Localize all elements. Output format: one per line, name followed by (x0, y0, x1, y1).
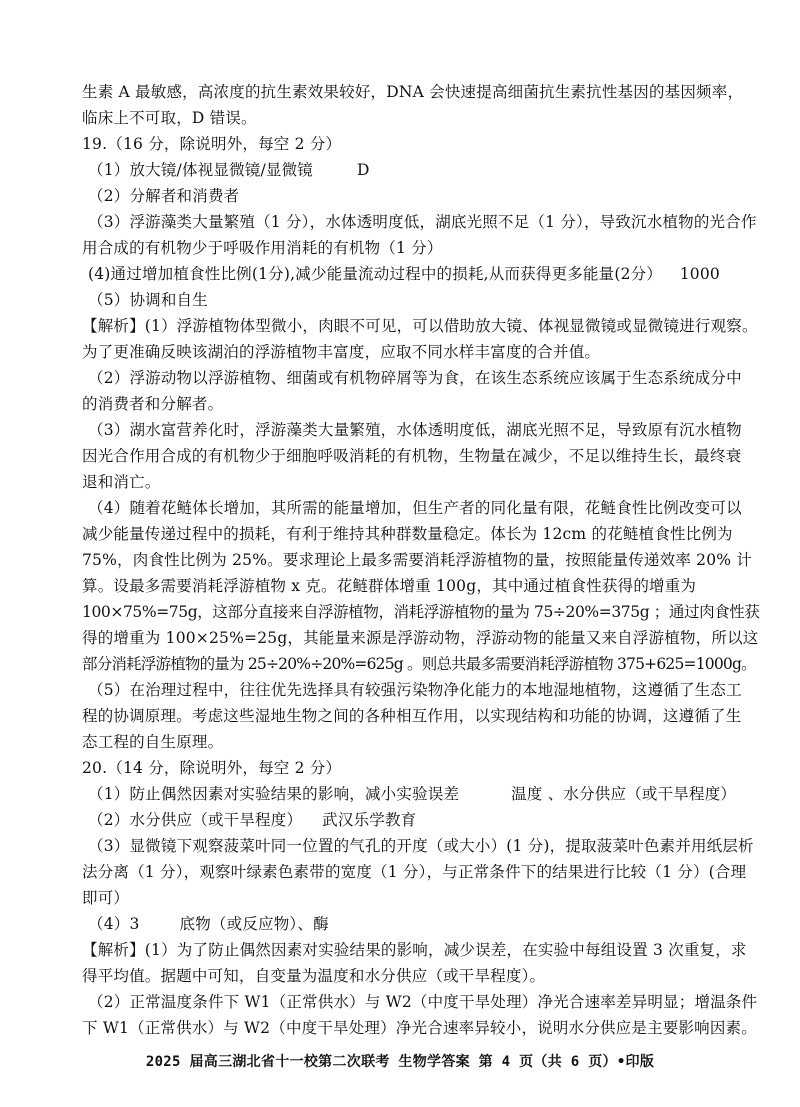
text-line: 用合成的有机物少于呼吸作用消耗的有机物（1 分） (82, 239, 443, 257)
answer-20-4 (88, 911, 329, 937)
text-line: 75%，肉食性比例为 25%。要求理论上最多需要消耗浮游植物的量，按照能量传递效率 20% 计 (82, 551, 753, 569)
analysis-19-2: （2）浮游动物以浮游植物、细菌或有机物碎屑等为食，在该生态系统应该属于生态系统成分中 (88, 369, 742, 387)
answer-20-4-value: （4）3 (88, 915, 140, 933)
answer-19-5: （5）协调和自生 (88, 291, 208, 309)
watermark-text: 武汉乐学教育 (322, 811, 417, 829)
answer-19-4-text: (4)通过增加植食性比例(1分),减少能量流动过程中的损耗,从而获得更多能量(2分） (88, 265, 663, 283)
text-line: 为了更准确反映该湖泊的浮游植物丰富度，应取不同水样丰富度的合并值。 (82, 343, 601, 361)
answer-20-1-text: （1）防止偶然因素对实验结果的影响，减小实验误差 (88, 785, 460, 803)
answer-20-2 (88, 807, 416, 833)
text-line: 减少能量传递过程中的损耗，有利于维持其种群数量稳定。体长为 12cm 的花鲢植食性比例为 (82, 525, 733, 543)
text-line: 得平均值。据题中可知，自变量为温度和水分供应（或干旱程度）。 (82, 967, 546, 985)
answer-19-1-text: （1）放大镜/体视显微镜/显微镜 (88, 161, 314, 179)
answer-19-1-choice: D (357, 161, 370, 179)
question-20-header: 20.（14 分，除说明外，每空 2 分） (82, 759, 342, 777)
text-line: 因光合作用合成的有机物少于细胞呼吸消耗的有机物，生物量在减少，不足以维持生长，最终衰 (82, 447, 742, 465)
analysis-19-1: 【解析】(1）浮游植物体型微小，肉眼不可见，可以借助放大镜、体视显微镜或显微镜进行观察。 (82, 317, 758, 335)
answer-20-1-vars: 温度 、水分供应（或干旱程度） (511, 785, 737, 803)
answer-19-4-value: 1000 (679, 265, 720, 283)
text-line: 即可） (82, 889, 130, 907)
analysis-19-3: （3）湖水富营养化时，浮游藻类大量繁殖，水体透明度低，湖底光照不足，导致原有沉水植物 (88, 421, 742, 439)
text-line: 下 W1（正常供水）与 W2（中度干旱处理）净光合速率异较小，说明水分供应是主要影响因素。 (82, 1019, 757, 1037)
text-line: 得的增重为 100×25%=25g，其能量来源是浮游动物，浮游动物的能量又来自浮游植物，所以这 (82, 629, 759, 647)
analysis-20-2: （2）正常温度条件下 W1（正常供水）与 W2（中度干旱处理）净光合速率差异明显；增温条件 (88, 993, 758, 1011)
answer-19-1 (88, 157, 370, 183)
text-line: 程的协调原理。考虑这些湿地生物之间的各种相互作用，以实现结构和功能的协调，这遵循了生 (82, 707, 742, 725)
text-line: 法分离（1 分），观察叶绿素色素带的宽度（1 分），与正常条件下的结果进行比较（1 分）(合理 (82, 863, 747, 881)
text-line: 退和消亡。 (82, 473, 161, 491)
text-line: 部分消耗浮游植物的量为 25÷20%÷20%=625g 。则总共最多需要消耗浮游植物 375+625=1000g。 (82, 655, 756, 673)
text-line: 的消费者和分解者。 (82, 395, 224, 413)
text-line: 态工程的自生原理。 (82, 733, 224, 751)
analysis-20-1: 【解析】(1）为了防止偶然因素对实验结果的影响，减少误差，在实验中每组设置 3 次重复，求 (82, 941, 747, 959)
answer-19-2: （2）分解者和消费者 (88, 187, 240, 205)
answer-20-2-text: （2）水分供应（或干旱程度） (88, 811, 303, 829)
answer-19-3: （3）浮游藻类大量繁殖（1 分），水体透明度低，湖底光照不足（1 分），导致沉水植物的光合作 (88, 213, 757, 231)
answer-20-3: （3）显微镜下观察菠菜叶同一位置的气孔的开度（或大小）(1 分)，提取菠菜叶色素并用纸层析 (88, 837, 754, 855)
analysis-19-5: （5）在治理过程中，往往优先选择具有较强污染物净化能力的本地湿地植物，这遵循了生态工 (88, 681, 742, 699)
answer-19-4 (88, 261, 720, 287)
page-footer: 2025 届高三湖北省十一校第二次联考 生物学答案 第 4 页（共 6 页）•印版 (145, 1054, 655, 1070)
text-line: 100×75%=75g，这部分直接来自浮游植物，消耗浮游植物的量为 75÷20%=375g ；通过肉食性获 (82, 603, 760, 621)
text-line: 临床上不可取，D 错误。 (82, 109, 257, 127)
text-line: 算。设最多需要消耗浮游植物 x 克。花鲢群体增重 100g，其中通过植食性获得的增重为 (82, 577, 697, 595)
question-19-header: 19.（16 分，除说明外，每空 2 分） (82, 135, 342, 153)
analysis-19-4: （4）随着花鲢体长增加，其所需的能量增加，但生产者的同化量有限，花鲢食性比例改变可以 (88, 499, 742, 517)
answer-20-4-text: 底物（或反应物）、酶 (179, 915, 329, 933)
text-line: 生素 A 最敏感，高浓度的抗生素效果较好，DNA 会快速提高细菌抗生素抗性基因的基因频率， (82, 83, 744, 101)
answer-20-1 (88, 781, 736, 807)
